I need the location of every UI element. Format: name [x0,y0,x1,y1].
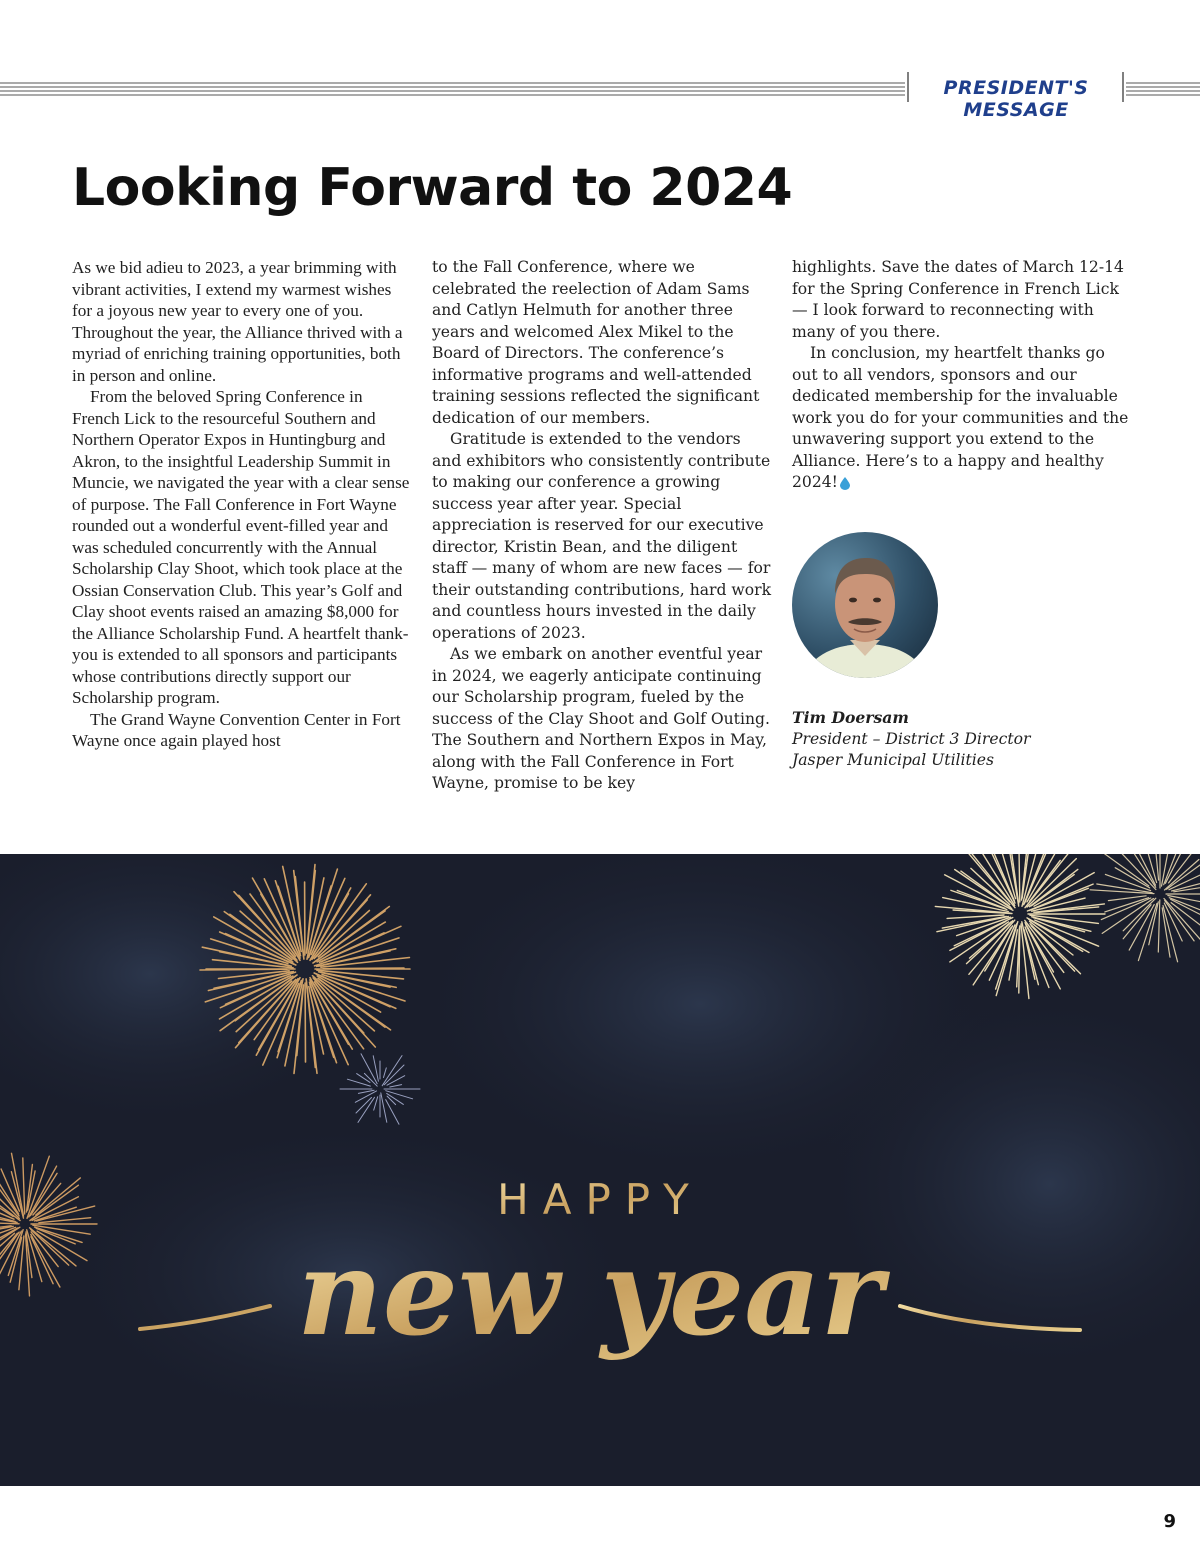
author-role: President – District 3 Director [792,729,1031,748]
paragraph: to the Fall Conference, where we celebrated the reelection of Adam Sams and Catlyn Helmuth for another three years and welcomed Alex Mikel to the Board of Directors. The conference’s informative programs and well-attended training sessions reflected the significant dedication of our members. [432,258,760,427]
article-column-2 [432,257,772,795]
article-column-3 [792,257,1132,494]
paragraph: The Grand Wayne Convention Center in Fort Wayne once again played host [72,709,401,750]
banner-new-year-text: new year [297,1223,883,1362]
banner-happy-text: HAPPY [497,1175,703,1224]
author-name: Tim Doersam [792,708,909,727]
author-organization: Jasper Municipal Utilities [792,751,995,769]
paragraph: From the beloved Spring Conference in French Lick to the resourceful Southern and Northern Operator Expos in Huntingburg and Akron, to the insightful Leadership Summit in Muncie, we navigated the year with a clear sense of purpose. The Fall Conference in Fort Wayne rounded out a wonderful event-filled year and was scheduled concurrently with the Annual Scholarship Clay Shoot, which took place at the Ossian Conservation Club. This year’s Golf and Clay shoot events raised an amazing $8,000 for the Alliance Scholarship Fund. A heartfelt thank-you is extended to all sponsors and participants whose contributions directly support our Scholarship program. [72,387,410,707]
paragraph: As we bid adieu to 2023, a year brimming with vibrant activities, I extend my warmest wishes for a joyous new year to every one of you. Throughout the year, the Alliance thrived with a myriad of enriching training opportunities, both in person and online. [72,258,403,385]
paragraph: Gratitude is extended to the vendors and exhibitors who consistently contribute to making our conference a growing success year after year. Special appreciation is reserved for our executive director, Kristin Bean, and the diligent staff — many of whom are new faces — for their outstanding contributions, hard work and countless hours invested in the daily operations of 2023. [432,430,772,642]
article-title: Looking Forward to 2024 [72,158,793,218]
paragraph-text: In conclusion, my heartfelt thanks go out to all vendors, sponsors and our dedicated membership for the invaluable work you do for your communities and the unwavering support you extend to the Alliance. Here’s to a happy and healthy 2024! [792,344,1129,491]
author-photo [792,532,938,678]
section-label: PRESIDENT'S MESSAGE [943,77,1089,121]
happy-new-year-banner [0,854,1200,1486]
page-number: 9 [1163,1511,1176,1532]
paragraph: As we embark on another eventful year in 2024, we eagerly anticipate continuing our Scholarship program, fueled by the success of the Clay Shoot and Golf Outing. The Southern and Northern Expos in May, along with the Fall Conference in Fort Wayne, promise to be key [432,645,770,792]
article-column-1 [72,257,412,752]
signature-block [792,707,1152,772]
paragraph-with-end-mark [792,343,1132,494]
paragraph: highlights. Save the dates of March 12-14 for the Spring Conference in French Lick — I look forward to reconnecting with many of you there. [792,258,1124,341]
water-drop-icon [840,477,850,490]
